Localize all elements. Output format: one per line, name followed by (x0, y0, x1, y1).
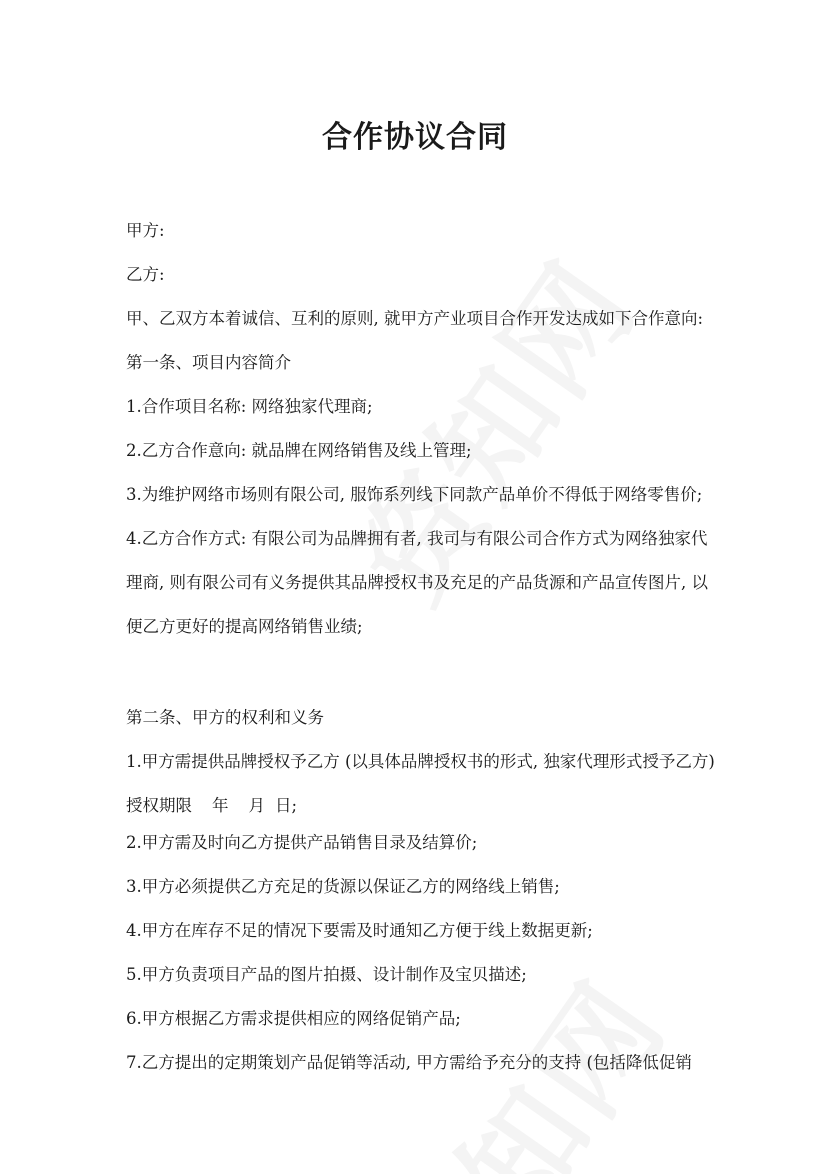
article-2-item: 2.甲方需及时向乙方提供产品销售目录及结算价; (126, 833, 478, 852)
article-1-item: 4.乙方合作方式: 有限公司为品牌拥有者, 我司与有限公司合作方式为网络独家代理商, 则有限公司有义务提供其品牌授权书及充足的产品货源和产品宣传图片, 以便乙方更好的提高网络销售业绩; (126, 529, 708, 636)
article-2-item: 7.乙方提出的定期策划产品促销等活动, 甲方需给予充分的支持 (包括降低促销 (126, 1053, 692, 1072)
article-2-item-1 (126, 740, 716, 828)
intro-paragraph: 甲、乙双方本着诚信、互利的原则, 就甲方产业项目合作开发达成如下合作意向: (126, 309, 704, 328)
term-month: 月 (248, 796, 265, 815)
term-year: 年 (212, 796, 229, 815)
term-day: 日; (275, 796, 298, 815)
article-2-item: 3.甲方必须提供乙方充足的货源以保证乙方的网络线上销售; (126, 877, 560, 896)
document-body (126, 216, 716, 1092)
article-2-heading: 第二条、甲方的权利和义务 (126, 708, 324, 727)
document-title: 合作协议合同 (322, 120, 508, 155)
section-gap (126, 649, 716, 693)
article-1-item: 3.为维护网络市场则有限公司, 服饰系列线下同款产品单价不得低于网络零售价; (126, 485, 703, 504)
party-a-line: 甲方: (126, 221, 165, 240)
article-2-item-1-text: 1.甲方需提供品牌授权予乙方 (以具体品牌授权书的形式, 独家代理形式授予乙方) 授权期限 (126, 752, 715, 815)
article-2-item: 4.甲方在库存不足的情况下要需及时通知乙方便于线上数据更新; (126, 921, 593, 940)
article-2-item: 6.甲方根据乙方需求提供相应的网络促销产品; (126, 1009, 461, 1028)
party-b-line: 乙方: (126, 265, 165, 284)
article-1-heading: 第一条、项目内容简介 (126, 353, 291, 372)
article-1-item: 1.合作项目名称: 网络独家代理商; (126, 397, 373, 416)
article-1-item: 2.乙方合作意向: 就品牌在网络销售及线上管理; (126, 441, 472, 460)
article-2-item: 5.甲方负责项目产品的图片拍摄、设计制作及宝贝描述; (126, 965, 527, 984)
